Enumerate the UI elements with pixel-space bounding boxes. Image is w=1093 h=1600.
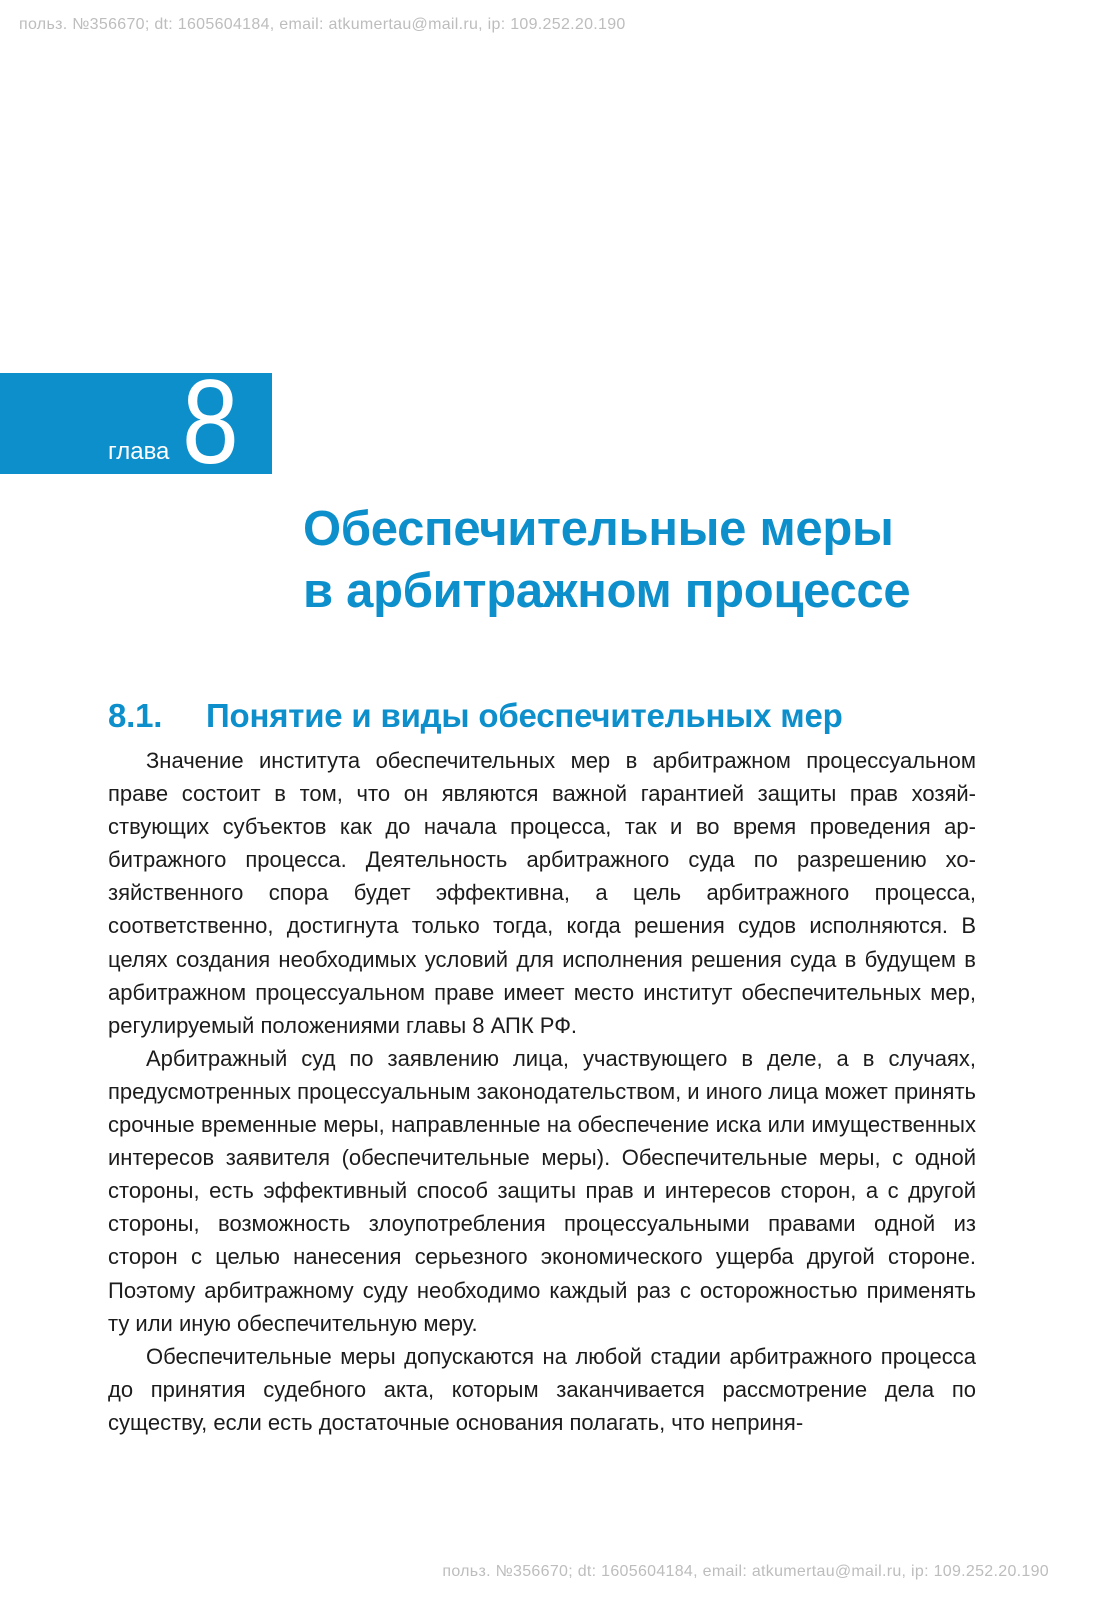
chapter-title (303, 498, 1063, 622)
chapter-title-line-1: Обеспечительные меры (303, 502, 894, 556)
paragraph-3: Обеспечительные меры допускаются на любой стадии арбитражного процесса до принятия судебного акта, которым заканчивается рассмотрение дела по существу, если есть достаточные основания полагать, что неприня- (108, 1343, 976, 1435)
watermark-top: польз. №356670; dt: 1605604184, email: atkumertau@mail.ru, ip: 109.252.20.190 (19, 16, 626, 33)
section-number: 8.1. (108, 697, 163, 734)
paragraph-1: Значение института обеспечительных мер в арбитражном процессуальном праве состоит в том, что он являются важной гарантией защиты прав хозяйствующих субъектов как до начала процесса, так и во время проведения арбитражного процесса. Деятельность арбитражного суда по разрешению хозяйственного спора будет эффективна, а цель арбитражного процесса, соответственно, достигнута только тогда, когда решения судов исполняются. В целях создания необходимых условий для исполнения решения суда в будущем в арбитражном процессуальном праве имеет место институт обеспечительных мер, регулируемый положениями главы 8 АПК РФ. (108, 748, 976, 1038)
watermark-bottom: польз. №356670; dt: 1605604184, email: atkumertau@mail.ru, ip: 109.252.20.190 (442, 1563, 1049, 1580)
chapter-label: глава (108, 438, 170, 465)
section-heading (108, 697, 843, 735)
paragraph-2: Арбитражный суд по заявлению лица, участвующего в деле, а в случаях, предусмотренных процессуальным законодательством, и иного лица может принять срочные временные меры, направленные на обеспечение иска или имущественных интересов заявителя (обеспечительные меры). Обеспечительные меры, с одной стороны, есть эффективный способ защиты прав и интересов сторон, а с другой стороны, возможность злоупотребления процессуальными правами одной из сторон с целью нанесения серьезного экономического ущерба другой стороне. Поэтому арбитражному суду необходимо каждый раз с осторожностью применять ту или иную обеспечительную меру. (108, 1045, 976, 1336)
chapter-number-text: 8 (182, 355, 239, 489)
body-text (108, 744, 976, 1439)
chapter-title-line-2: в арбитражном процессе (303, 564, 911, 618)
section-title: Понятие и виды обеспечительных мер (206, 697, 843, 734)
chapter-number (182, 355, 249, 489)
